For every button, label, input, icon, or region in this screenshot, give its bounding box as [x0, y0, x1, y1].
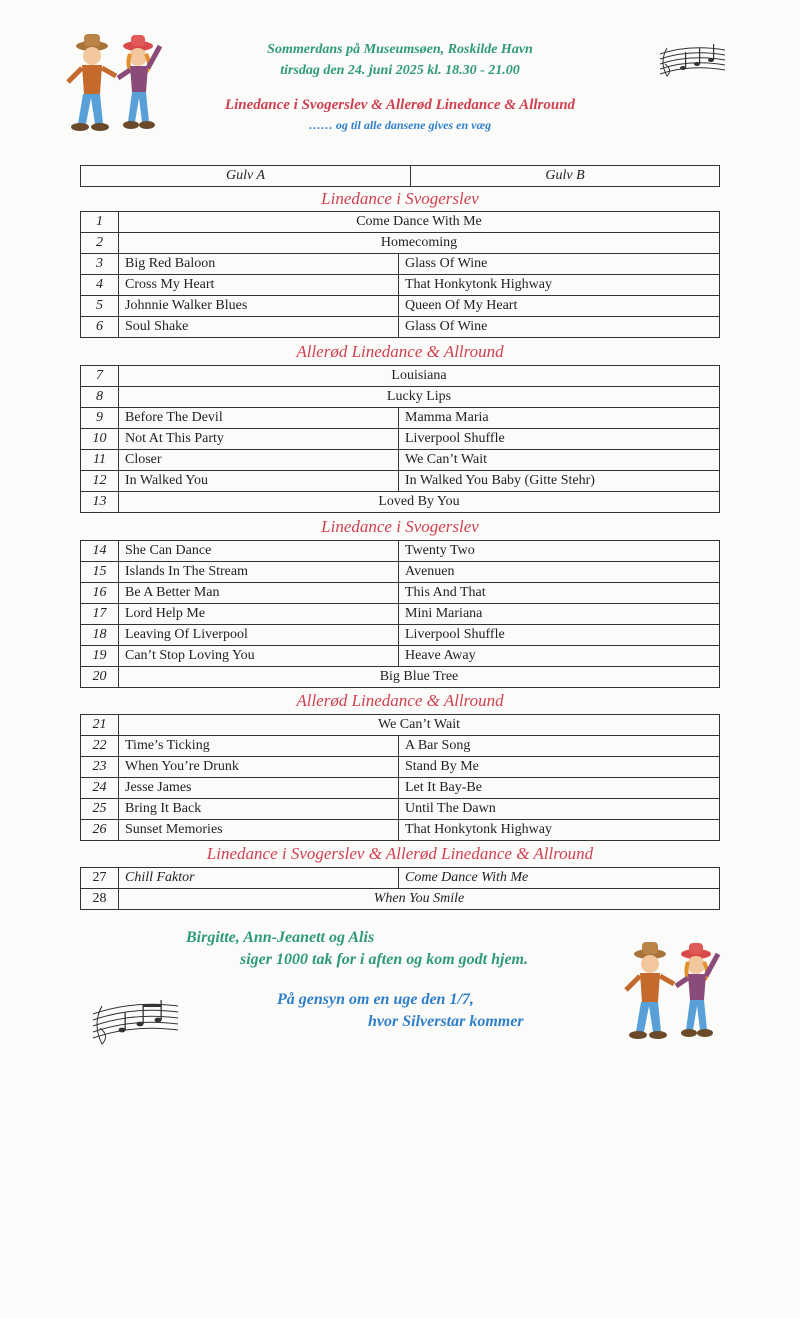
row-number: 26	[81, 820, 119, 841]
dance-table-2	[80, 365, 720, 513]
dance-gulv-a: Be A Better Man	[119, 583, 399, 604]
dance-gulv-b: In Walked You Baby (Gitte Stehr)	[399, 471, 720, 492]
dance-both-floors: Lucky Lips	[119, 387, 720, 408]
row-number: 16	[81, 583, 119, 604]
dance-gulv-a: Jesse James	[119, 778, 399, 799]
row-number: 13	[81, 492, 119, 513]
dance-table-4	[80, 714, 720, 841]
event-date: tirsdag den 24. juni 2025 kl. 18.30 - 21.00	[280, 63, 520, 78]
dance-gulv-a: Can’t Stop Loving You	[119, 646, 399, 667]
dance-both-floors: Big Blue Tree	[119, 667, 720, 688]
dance-gulv-b: We Can’t Wait	[399, 450, 720, 471]
table-row	[81, 625, 720, 646]
table-row	[81, 736, 720, 757]
dance-gulv-b: Glass Of Wine	[399, 317, 720, 338]
gulv-a-header: Gulv A	[81, 166, 411, 187]
dance-gulv-b: Liverpool Shuffle	[399, 625, 720, 646]
dance-gulv-b: Come Dance With Me	[399, 868, 720, 889]
table-row	[81, 450, 720, 471]
dance-gulv-b: A Bar Song	[399, 736, 720, 757]
event-title: Sommerdans på Museumsøen, Roskilde Havn	[267, 42, 533, 57]
row-number: 2	[81, 233, 119, 254]
dance-gulv-b: Liverpool Shuffle	[399, 429, 720, 450]
row-number: 1	[81, 212, 119, 233]
dance-gulv-b: Mamma Maria	[399, 408, 720, 429]
table-row	[81, 408, 720, 429]
row-number: 28	[81, 889, 119, 910]
section-title: Allerød Linedance & Allround	[296, 691, 504, 710]
table-row	[81, 429, 720, 450]
table-row	[81, 778, 720, 799]
table-row	[81, 471, 720, 492]
dance-gulv-a: Lord Help Me	[119, 604, 399, 625]
dance-table-5	[80, 867, 720, 910]
row-number: 18	[81, 625, 119, 646]
table-row	[81, 212, 720, 233]
next-event: På gensyn om en uge den 1/7,	[277, 991, 474, 1008]
table-row	[81, 254, 720, 275]
row-number: 7	[81, 366, 119, 387]
table-row	[81, 296, 720, 317]
row-number: 20	[81, 667, 119, 688]
table-row	[81, 233, 720, 254]
table-row	[81, 799, 720, 820]
table-row	[81, 317, 720, 338]
dance-gulv-a: Before The Devil	[119, 408, 399, 429]
dance-gulv-b: Mini Mariana	[399, 604, 720, 625]
table-row	[81, 757, 720, 778]
dance-both-floors: We Can’t Wait	[119, 715, 720, 736]
dance-gulv-a: When You’re Drunk	[119, 757, 399, 778]
dance-gulv-b: That Honkytonk Highway	[399, 275, 720, 296]
row-number: 21	[81, 715, 119, 736]
row-number: 10	[81, 429, 119, 450]
dance-gulv-b: Queen Of My Heart	[399, 296, 720, 317]
dance-both-floors: When You Smile	[119, 889, 720, 910]
dance-gulv-b: Let It Bay-Be	[399, 778, 720, 799]
row-number: 27	[81, 868, 119, 889]
table-row	[81, 387, 720, 408]
wall-note: …… og til alle dansene gives en væg	[308, 118, 492, 132]
dance-both-floors: Come Dance With Me	[119, 212, 720, 233]
row-number: 6	[81, 317, 119, 338]
gulv-b-header: Gulv B	[411, 166, 720, 187]
thanks-names: Birgitte, Ann-Jeanett og Alis	[186, 929, 375, 946]
table-row	[81, 715, 720, 736]
dance-gulv-a: Time’s Ticking	[119, 736, 399, 757]
row-number: 3	[81, 254, 119, 275]
dance-gulv-a: Bring It Back	[119, 799, 399, 820]
table-row	[81, 889, 720, 910]
dance-both-floors: Homecoming	[119, 233, 720, 254]
table-row	[81, 868, 720, 889]
row-number: 11	[81, 450, 119, 471]
dance-gulv-a: Sunset Memories	[119, 820, 399, 841]
table-row	[81, 541, 720, 562]
row-number: 9	[81, 408, 119, 429]
dance-table-1	[80, 211, 720, 338]
table-row	[81, 646, 720, 667]
row-number: 4	[81, 275, 119, 296]
row-number: 8	[81, 387, 119, 408]
dance-gulv-b: Avenuen	[399, 562, 720, 583]
table-row	[81, 604, 720, 625]
dance-both-floors: Loved By You	[119, 492, 720, 513]
dance-gulv-a: In Walked You	[119, 471, 399, 492]
dance-gulv-a: Big Red Baloon	[119, 254, 399, 275]
section-title: Allerød Linedance & Allround	[296, 342, 504, 361]
table-row	[81, 492, 720, 513]
dance-gulv-a: Johnnie Walker Blues	[119, 296, 399, 317]
next-band: hvor Silverstar kommer	[368, 1013, 524, 1030]
table-row	[81, 275, 720, 296]
row-number: 19	[81, 646, 119, 667]
dance-gulv-b: Twenty Two	[399, 541, 720, 562]
clubs-line: Linedance i Svogerslev & Allerød Linedance & Allround	[224, 97, 576, 113]
floor-header-table	[80, 165, 720, 187]
row-number: 24	[81, 778, 119, 799]
row-number: 5	[81, 296, 119, 317]
section-title: Linedance i Svogerslev	[321, 517, 479, 536]
dance-gulv-a: Closer	[119, 450, 399, 471]
table-row	[81, 366, 720, 387]
table-row	[81, 583, 720, 604]
row-number: 15	[81, 562, 119, 583]
dance-gulv-b: This And That	[399, 583, 720, 604]
dance-gulv-a: Leaving Of Liverpool	[119, 625, 399, 646]
dance-gulv-a: Soul Shake	[119, 317, 399, 338]
dance-gulv-b: Heave Away	[399, 646, 720, 667]
table-row	[81, 562, 720, 583]
dance-gulv-a: Not At This Party	[119, 429, 399, 450]
dance-gulv-b: Stand By Me	[399, 757, 720, 778]
dance-gulv-a: She Can Dance	[119, 541, 399, 562]
table-row	[81, 820, 720, 841]
dancing-couple-icon	[618, 940, 730, 1050]
row-number: 14	[81, 541, 119, 562]
dance-gulv-b: That Honkytonk Highway	[399, 820, 720, 841]
section-title: Linedance i Svogerslev & Allerød Linedance & Allround	[206, 844, 594, 863]
row-number: 22	[81, 736, 119, 757]
dance-table-3	[80, 540, 720, 688]
dance-gulv-b: Glass Of Wine	[399, 254, 720, 275]
row-number: 17	[81, 604, 119, 625]
music-notes-icon	[88, 992, 183, 1054]
dance-both-floors: Louisiana	[119, 366, 720, 387]
section-title: Linedance i Svogerslev	[321, 189, 479, 208]
row-number: 12	[81, 471, 119, 492]
table-row	[81, 667, 720, 688]
row-number: 25	[81, 799, 119, 820]
thanks-message: siger 1000 tak for i aften og kom godt hjem.	[240, 951, 528, 968]
dance-gulv-a: Islands In The Stream	[119, 562, 399, 583]
dance-gulv-a: Cross My Heart	[119, 275, 399, 296]
row-number: 23	[81, 757, 119, 778]
dance-gulv-a: Chill Faktor	[119, 868, 399, 889]
dance-gulv-b: Until The Dawn	[399, 799, 720, 820]
